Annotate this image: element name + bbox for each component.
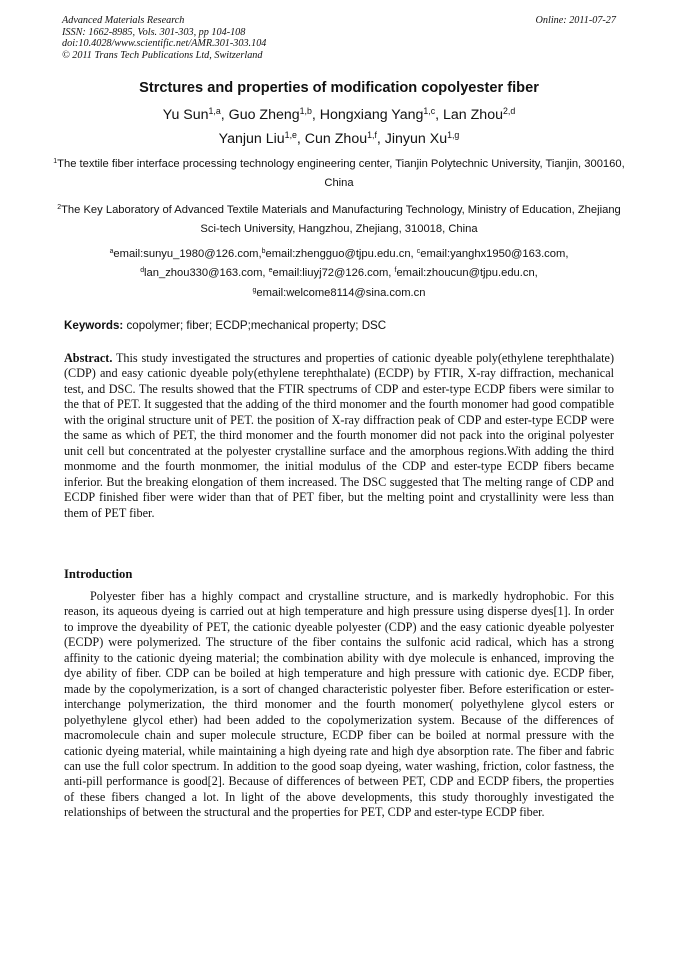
keywords [64,319,624,332]
introduction-paragraph: Polyester fiber has a highly compact and crystalline structure, and is markedly hydrophobic. For this reason, its aqueous dyeing is carried out at high temperature and high pressure using disperse dyes[1]. In order to improve the dyeability of PET, the cationic dyeable polyester (CDP) and the easy cationic dyeable polyester (ECDP) were polymerized. The structure of the fiber contains the sulfonic acid radical, which has a strong affinity to the cationic dyeing material; the combination ability with dye molecule is enhanced, improving the dye ability of fiber. CDP can be boiled at high temperature and high pressure with cationic dye. ECDP fiber, made by the copolymerization, is a sort of changed characteristic polyester fiber. Before esterification or ester-interchange polymerization, the third monomer and the fourth monomer( polyethylene glycol esters or polyethylene glycol ether) had been added to the copolymerization system. Because of the differences of macromolecule chain and super molecule structure, ECDP fiber can be boiled at normal pressure with the cationic dyeing material, while maintaining a high dyeing rate and high dye absorption rate. The fiber and fabric can use the full color spectrum. In addition to the good soap dyeing, water washing, friction, color fastness, the anti-pill performance is good[2]. Because of differences of between PET, CDP and ECDP fibers, the properties of these fibers changed a lot. In light of the above developments, this study thoroughly investigated the relationships of between the structural and the properties for PET, CDP and ester-type ECDP fiber. [64,589,614,820]
author-affil-mark: 1,b [299,106,312,117]
author-separator: , [376,131,385,147]
email-list [40,245,638,303]
email-mark: d [140,267,145,275]
abstract-label: Abstract. [64,351,113,365]
email-mark: c [416,248,421,256]
author-name: Cun Zhou [304,131,368,147]
email-mark: e [268,267,273,275]
author-separator: , [435,107,444,123]
issn-line: ISSN: 1662-8985, Vols. 301-303, pp 104-108 [62,26,246,38]
email-line-1 [40,245,638,264]
author-affil-mark: 2,d [502,106,516,117]
author-affil-mark: 1,c [423,106,436,117]
email-text: email:sunyu_1980@126.com, [113,248,262,260]
author-affil-mark: 1,f [367,130,377,141]
author-name: Hongxiang Yang [319,107,424,123]
author-name: Yu Sun [162,107,209,123]
keywords-text: copolymer; fiber; ECDP;mechanical property; DSC [123,319,387,332]
author-separator: , [311,107,320,123]
email-text: email:zhoucun@tjpu.edu.cn, [396,267,538,280]
author-line-1 [40,103,638,127]
author-separator: , [296,131,305,147]
email-mark: a [109,248,114,256]
email-mark: b [261,248,266,256]
journal-header [62,15,266,61]
author-list [40,103,638,151]
author-affil-mark: 1,g [447,130,460,141]
email-mark: g [252,287,257,294]
keywords-label: Keywords: [64,319,124,332]
email-line-3 [40,284,638,303]
author-name: Guo Zheng [228,107,300,123]
copyright-line: © 2011 Trans Tech Publications Ltd, Switzerland [62,49,263,61]
affiliation-1 [50,155,628,194]
email-mark: f [394,267,397,275]
email-text: lan_zhou330@163.com, [144,267,269,280]
abstract-text: This study investigated the structures and properties of cationic dyeable poly(ethylene terephthalate) (CDP) and easy cationic dyeable poly(ethylene terephthalate) (ECDP) by FTIR, X-ray diffraction, mechanical test, and DSC. The results showed that the FTIR spectrums of CDP and ester-type ECDP fibers were similar to the that of PET. It suggested that the adding of the third monomer and the fourth monomer had good compatible with the original structure unit of PET. the position of X-ray diffraction peak of CDP and ester-type ECDP were the same as which of PET, the third monomer and the fourth monomer did not pack into the original polyester unit cell but concentrated at the polyester crystalline surface and the amorphous regions.With adding the third monmome and the fourth monmomer, the initial modulus of the CDP and ester-type ECDP fibers became inferior. But the breaking elongation of them increased. The DSC suggested that The melting range of CDP and ECDP finished fiber were wider than that of PET fiber, but the melting point and crystallinity were less than them of PET fiber. [64,351,614,520]
affiliation-mark: 2 [57,204,62,212]
doi-line: doi:10.4028/www.scientific.net/AMR.301-303.104 [62,38,267,50]
affiliation-mark: 1 [53,158,58,166]
author-affil-mark: 1,a [208,106,221,117]
affiliation-2 [50,201,628,240]
author-name: Lan Zhou [443,107,503,123]
email-text: email:yanghx1950@163.com, [420,248,569,260]
author-separator: , [220,107,229,123]
paper-title: Strctures and properties of modification copolyester fiber [139,80,539,96]
email-text: email:zhengguo@tjpu.edu.cn, [265,248,417,260]
online-date: Online: 2011-07-27 [535,15,616,26]
author-affil-mark: 1,e [284,130,297,141]
affiliation-text: The textile fiber interface processing technology engineering center, Tianjin Polytechnic University, Tianjin, 300160, China [57,158,625,190]
author-line-2 [40,127,638,151]
author-name: Jinyun Xu [384,131,448,147]
affiliation-text: The Key Laboratory of Advanced Textile Materials and Manufacturing Technology, Ministry of Education, Zhejiang Sci-tech University, Hangzhou, Zhejiang, 310018, China [61,204,621,236]
email-text: email:welcome8114@sina.com.cn [256,286,426,299]
abstract [64,351,614,521]
email-line-2 [40,264,638,283]
journal-name: Advanced Materials Research [62,15,185,26]
section-heading-introduction: Introduction [64,567,133,581]
email-text: email:liuyj72@126.com, [272,267,395,280]
author-name: Yanjun Liu [218,131,285,147]
